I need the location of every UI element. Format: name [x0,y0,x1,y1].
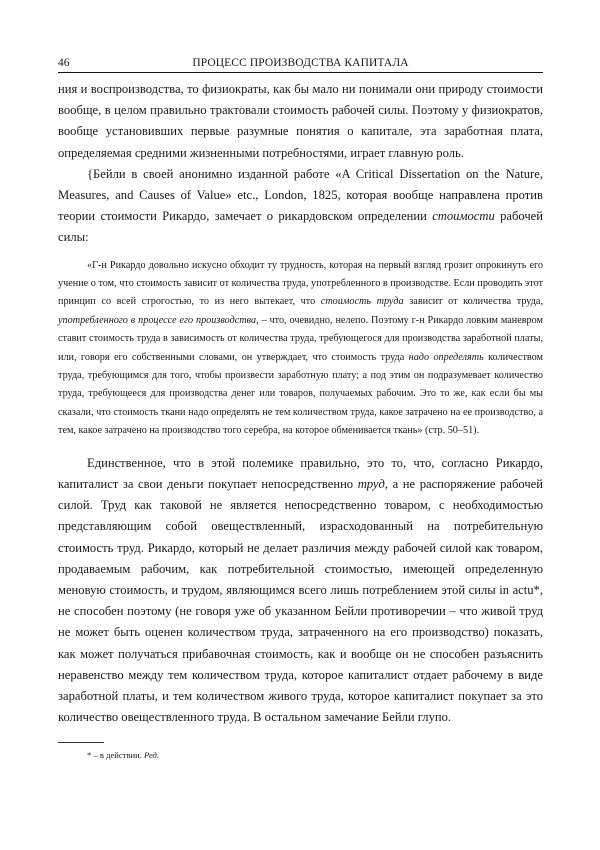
text-span: рабочей силы: [58,209,544,245]
emphasis-text: стоимость труда [320,296,404,308]
paragraph-bailey-intro [58,164,543,249]
running-title: ПРОЦЕСС ПРОИЗВОДСТВА КАПИТАЛА [192,57,409,69]
footnote-text: * – в действии. [87,750,145,761]
page-number: 46 [58,57,70,69]
paragraph-physiocrats: ния и воспроизводства, то физиократы, как бы мало ни понимали они природу стоимости вообще, в целом правильно трактовали стоимость рабочей силы. Поэтому у физиократов, вообще установивших первые разумные понятия о капитале, эта заработная плата, определяемая средними жизненными потребностями, играет главную роль. [58,82,543,160]
emphasis-text: стоимости [432,209,495,224]
running-header [58,56,543,73]
emphasis-text: надо определять [408,351,484,363]
text-span: , – что, очевидно, нелепо. Поэтому г-н Рикардо ловким маневром ставит стоимость труда в зависимость от количества труда, требующегося для производства заработной платы, или, говоря его собственными словами, он утверждает, что стоимость труда [58,314,543,363]
text-span: количеством труда, требующимся для того, чтобы произвести заработную плату; а под этим он подразумевает количество труда, требующееся для производства денег или товаров, получаемых рабочим. Это то же, как если бы мы сказали, что стоимость ткани надо определять не тем количеством труда, какое затрачено на ее производство, а тем, какое затрачено на производство того серебра, на которое обменивается ткань» (стр. 50–51). [58,351,543,437]
emphasis-text: употребленного в процессе его производства [58,314,257,326]
text-span: {Бейли в своей анонимно изданной работе «A Critical Dissertation on the Nature, Measures, and Causes of Value» etc., London, 1825, которая вообще направлена против теории стоимости Рикардо, замечает о рикардовском определении [58,166,543,224]
book-page [58,56,543,761]
paragraph-polemic [58,453,543,729]
block-quote-bailey [58,257,543,441]
body-text [58,79,543,728]
text-span: зависит от количества труда, [403,296,544,308]
emphasis-text: труд [357,476,385,491]
text-span: , а не распоряжение рабочей силой. Труд как таковой не является непосредственно товаром, с необходимостью представляющим собой овеществленный, израсходованный на потребительную стоимость труд. Рикардо, который не делает различия между рабочей силой как товаром, продаваемым рабочим, как потребительной стоимостью, имеющей определенную меновую стоимость, и трудом, являющимся всего лишь потреблением этой силы in actu*, не способен поэтому (не говоря уже об указанном Бейли противоречии – что живой труд не может быть оценен количеством труда, затраченного на его производство) показать, как может получаться прибавочная стоимость, как и вообще он не способен разъяснить неравенство между тем количеством труда, которое капиталист отдает рабочему в виде заработной платы, и тем количеством живого труда, которое капиталист покупает за это количество овеществленного труда. В остальном замечание Бейли глупо. [58,476,544,725]
footnote-editor-mark: Ред. [144,750,160,761]
text-span: Единственное, что в этой полемике правильно, это то, что, согласно Рикардо, капиталист за свои деньги покупает непосредственно [58,455,543,491]
text-span: «Г-н Рикардо довольно искусно обходит ту трудность, которая на первый взгляд грозит опрокинуть его учение о том, что стоимость зависит от количества труда, употребленного в производстве. Если проводить этот принцип со всей строгостью, то из него вытекает, что [58,259,543,308]
footnote-divider [58,742,104,743]
footnote [58,749,543,761]
